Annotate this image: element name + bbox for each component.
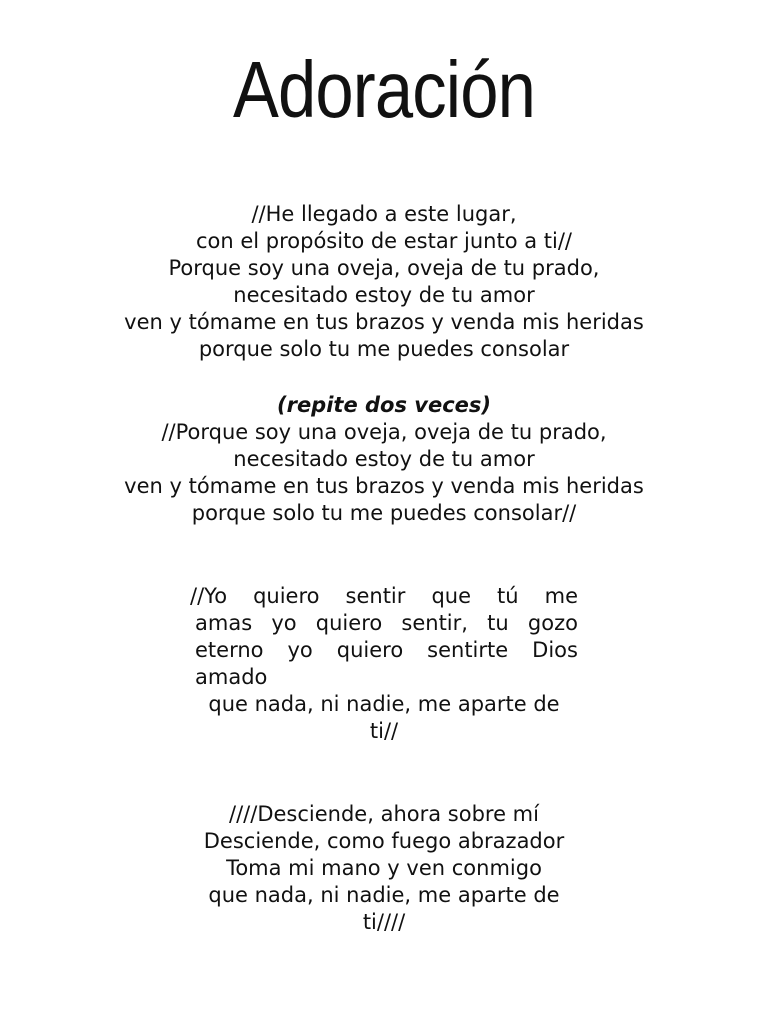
lyric-line — [190, 583, 578, 610]
lyric-word: sentir — [345, 584, 406, 608]
lyric-line: ven y tómame en tus brazos y venda mis heridas — [124, 474, 644, 498]
lyric-word: yo — [271, 611, 297, 635]
verse-1 — [0, 201, 768, 363]
repeat-note: (repite dos veces) — [276, 393, 491, 417]
lyric-line: Toma mi mano y ven conmigo — [226, 856, 542, 880]
lyric-line: ti// — [369, 719, 399, 743]
lyric-line: Porque soy una oveja, oveja de tu prado, — [168, 256, 600, 280]
lyric-word: gozo — [527, 611, 578, 635]
lyric-word: quiero — [253, 584, 320, 608]
lyric-line: con el propósito de estar junto a ti// — [195, 229, 573, 253]
lyric-word: amas — [195, 611, 253, 635]
lyric-word: eterno — [195, 638, 264, 662]
lyric-line: necesitado estoy de tu amor — [233, 447, 535, 471]
lyric-line: amado — [195, 665, 268, 689]
lyric-line: ti//// — [362, 910, 406, 934]
verse-3 — [190, 583, 578, 745]
lyric-line — [190, 637, 578, 664]
verse-2 — [0, 392, 768, 527]
lyric-word: sentirte — [427, 638, 509, 662]
lyric-word: quiero — [315, 611, 383, 635]
lyric-line: Desciende, como fuego abrazador — [203, 829, 565, 853]
lyric-word: quiero — [336, 638, 404, 662]
verse-4 — [0, 801, 768, 936]
lyric-line: //Porque soy una oveja, oveja de tu prado, — [161, 420, 607, 444]
lyric-word: //Yo — [190, 584, 228, 608]
lyric-word: sentir, — [401, 611, 468, 635]
lyric-line: porque solo tu me puedes consolar// — [191, 501, 577, 525]
lyric-line — [190, 610, 578, 637]
lyric-line: ven y tómame en tus brazos y venda mis heridas — [124, 310, 644, 334]
song-title: Adoración — [232, 45, 536, 134]
lyric-line: ////Desciende, ahora sobre mí — [229, 802, 539, 826]
lyric-word: tú — [497, 584, 519, 608]
lyric-word: tu — [487, 611, 509, 635]
lyric-line: //He llegado a este lugar, — [251, 202, 517, 226]
lyric-line: que nada, ni nadie, me aparte de — [208, 692, 560, 716]
lyric-line: porque solo tu me puedes consolar — [198, 337, 570, 361]
lyric-word: yo — [287, 638, 313, 662]
lyric-word: me — [544, 584, 578, 608]
lyric-word: Dios — [532, 638, 578, 662]
lyric-word: que — [431, 584, 471, 608]
lyric-line: necesitado estoy de tu amor — [233, 283, 535, 307]
lyric-line: que nada, ni nadie, me aparte de — [208, 883, 560, 907]
